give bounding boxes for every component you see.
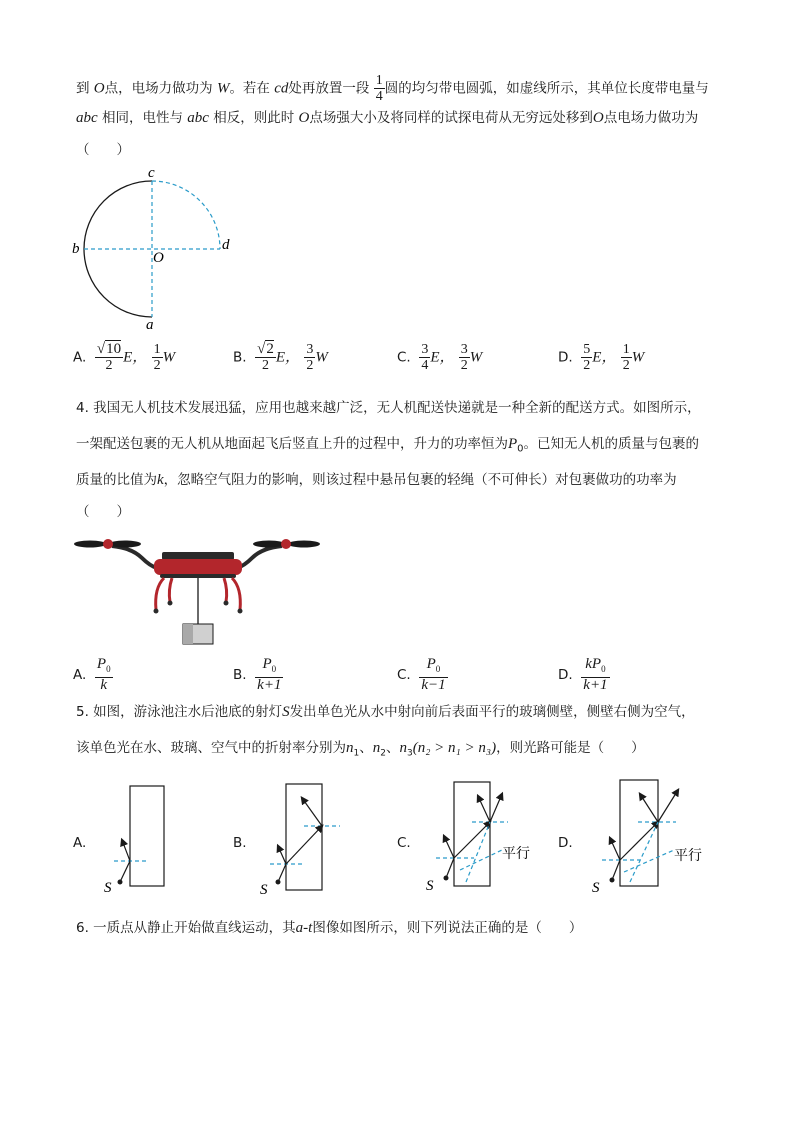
q4-option-d[interactable]: D. $\frac{kP_0}{k+1}$	[558, 656, 608, 693]
drone-top-plate	[162, 552, 234, 560]
q5-diagram-c	[420, 778, 545, 896]
q4-option-c[interactable]: C. $\frac{P_0}{k-1}$	[397, 656, 446, 693]
quarter-fraction: $\frac{1}{4}$	[375, 73, 383, 104]
q3-line-1: 到 O点，电场力做功为 W。若在 cd处再放置一段 $\frac{1}{4}$ 圆的均匀带电圆弧，如虚线所示，其单位长度带电量与	[76, 73, 709, 104]
q5-option-b[interactable]: B.	[233, 835, 247, 851]
drone-leg-1	[156, 578, 164, 610]
parallel-guide-2	[460, 850, 502, 870]
drone-right-rotor-hub	[281, 539, 291, 549]
q5-diagram-b	[252, 782, 362, 897]
label-a: a	[146, 317, 154, 333]
light-source	[610, 878, 615, 883]
drone-left-arm	[112, 546, 157, 568]
refraction-condition: (n₂ > n₁ > n₃)	[412, 740, 497, 756]
label-s: S	[260, 882, 268, 897]
label-b: b	[72, 241, 80, 257]
label-d: d	[222, 237, 230, 253]
glass-wall	[620, 780, 658, 886]
drone-leg-2	[169, 578, 172, 602]
label-parallel: 平行	[674, 849, 702, 864]
q4-answer-paren: （ ）	[76, 504, 130, 520]
q4-option-b[interactable]: B. $\frac{P_0}{k+1}$	[233, 656, 282, 693]
drone-right-rotor-blade-1	[253, 541, 285, 548]
q4-line-1: 4. 我国无人机技术发展迅猛，应用也越来越广泛，无人机配送快递就是一种全新的配送方式。如图所示，	[76, 400, 701, 416]
arc-cd-dashed	[152, 181, 220, 249]
parallel-guide	[630, 822, 658, 882]
q3-line-2: abc 相同，电性与 abc 相反，则此时 O点场强大小及将同样的试探电荷从无穷远处移到O点电场力做功为	[76, 110, 699, 126]
q3-option-c[interactable]: C. $\frac{3}{4}$ E， $\frac{3}{2}$ W	[397, 342, 483, 373]
label-s: S	[426, 878, 434, 894]
point-o: O	[93, 80, 105, 97]
light-ray	[120, 861, 130, 882]
label-s: S	[592, 880, 600, 896]
drone-left-rotor-blade-2	[109, 541, 141, 548]
glass-wall	[130, 786, 164, 886]
label-s: S	[104, 880, 112, 896]
light-source	[276, 880, 281, 885]
q5-line-1: 5. 如图，游泳池注水后池底的射灯S发出单色光从水中射向前后表面平行的玻璃侧壁，侧壁右侧为空气，	[76, 704, 695, 720]
q4-line-3: 质量的比值为k，忽略空气阻力的影响，则该过程中悬吊包裹的轻绳（不可伸长）对包裹做功的功率为	[76, 472, 677, 488]
q3-circle-figure	[70, 163, 240, 333]
drone-leg-4	[232, 578, 240, 610]
q5-diagram-a	[98, 782, 178, 897]
parallel-guide-2	[624, 850, 674, 872]
light-source	[118, 880, 123, 885]
q5-option-c[interactable]: C.	[397, 835, 411, 851]
segment-cd: cd	[274, 80, 289, 97]
q5-line-2: 该单色光在水、玻璃、空气中的折射率分别为$n_1$、$n_2$、$n_3(n_2 > n_1 > n_3)$，则光路可能是（ ）	[76, 740, 645, 759]
q6-line-1: 6. 一质点从静止开始做直线运动，其a-t图像如图所示，则下列说法正确的是（ ）	[76, 920, 583, 936]
label-parallel: 平行	[502, 847, 530, 862]
drone-base	[160, 574, 236, 578]
q5-option-a[interactable]: A.	[73, 835, 87, 851]
q5-option-d[interactable]: D.	[558, 835, 573, 851]
label-c: c	[148, 165, 155, 181]
drone-figure	[72, 528, 322, 648]
label-o: O	[153, 250, 164, 266]
q5-diagram-d	[590, 776, 720, 896]
q3-option-d[interactable]: D. $\frac{5}{2}$ E， $\frac{1}{2}$ W	[558, 342, 645, 373]
drone-leg-3	[224, 578, 227, 602]
parallel-guide	[466, 822, 490, 882]
drone-body	[154, 559, 242, 575]
light-source	[444, 876, 449, 881]
q3-option-b[interactable]: B. $\frac{√2}{2}$ E， $\frac{3}{2}$ W	[233, 341, 328, 373]
q3-answer-paren: （ ）	[76, 142, 130, 158]
drone-right-rotor-blade-2	[288, 541, 320, 548]
work-symbol: W	[216, 80, 230, 97]
q4-option-a[interactable]: A. $\frac{P_0}{k}$	[73, 656, 111, 693]
drone-left-rotor-hub	[103, 539, 113, 549]
drone-left-rotor-blade-1	[74, 541, 106, 548]
q3-option-a[interactable]: A. $\frac{√10}{2}$ E， $\frac{1}{2}$ W	[73, 341, 176, 373]
q4-line-2: 一架配送包裹的无人机从地面起飞后竖直上升的过程中，升力的功率恒为$P_0$。已知无人机的质量与包裹的	[76, 436, 700, 455]
drone-right-arm	[237, 546, 282, 568]
